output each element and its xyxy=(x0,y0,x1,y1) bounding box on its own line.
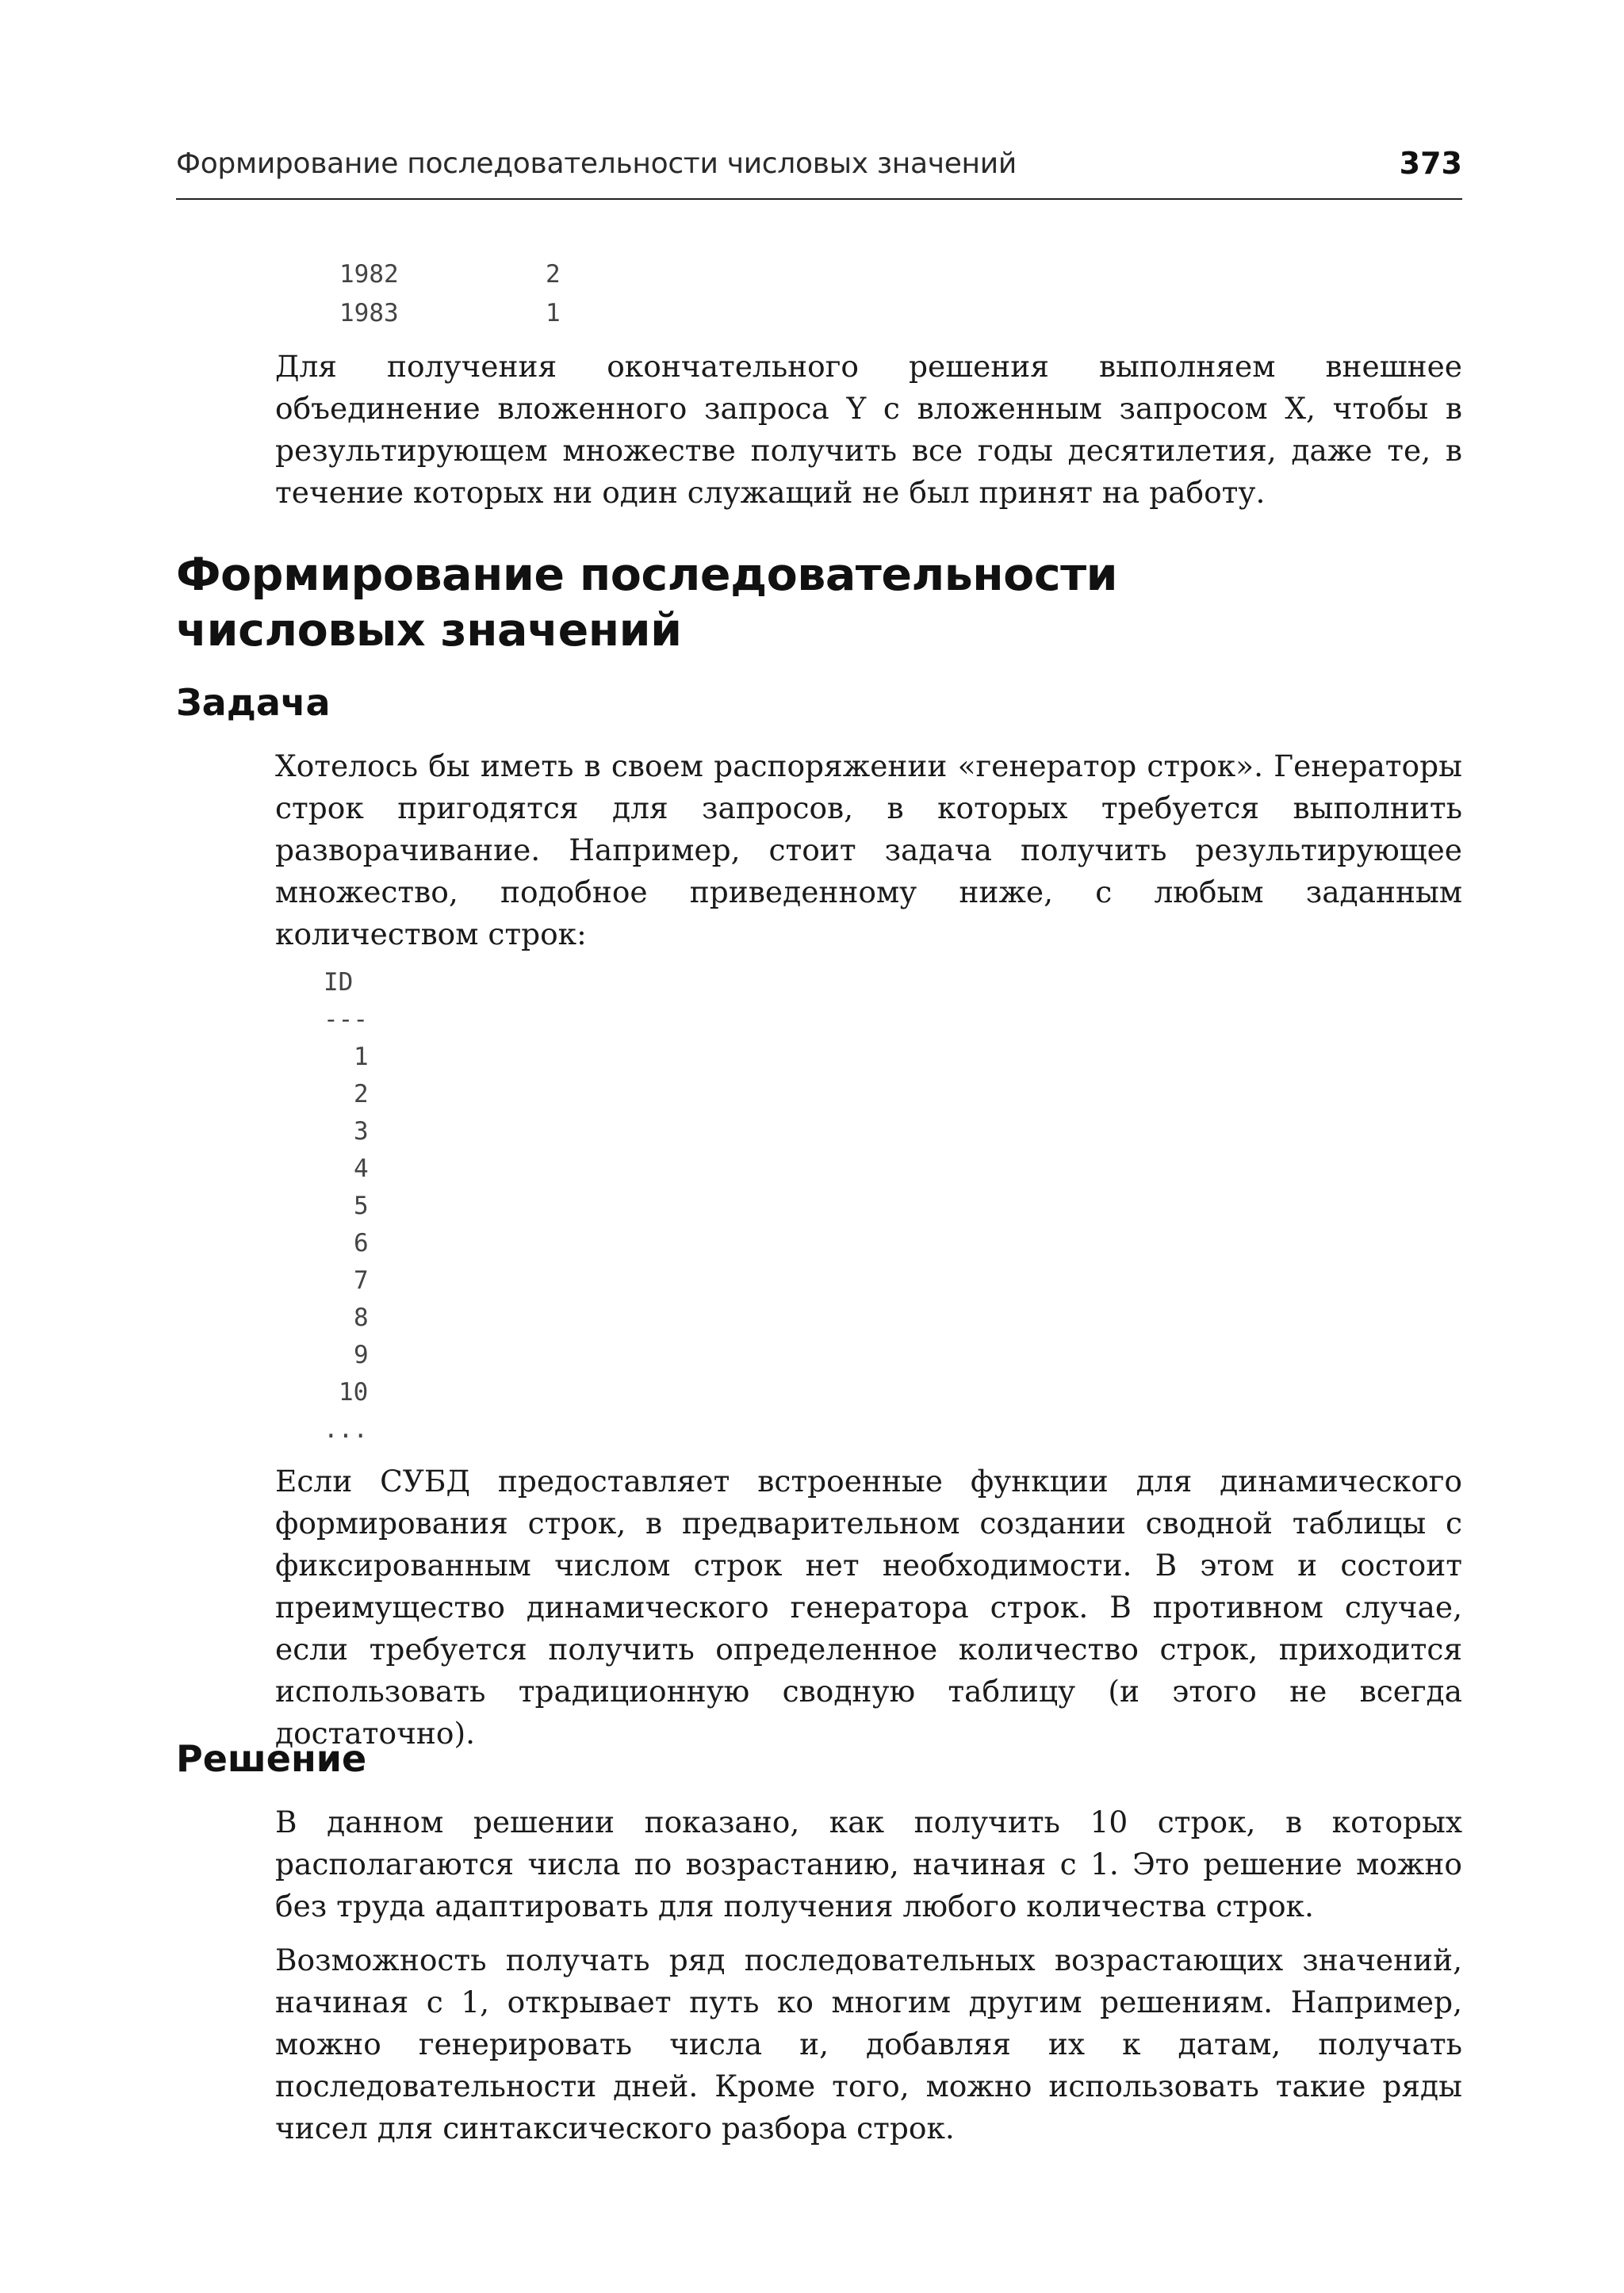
id-value: 1 xyxy=(354,1043,369,1071)
running-title: Формирование последовательности числовых значений xyxy=(176,147,1017,180)
id-value: 5 xyxy=(354,1192,369,1220)
section-title-line1: Формирование последовательности xyxy=(176,549,1118,601)
id-value: 2 xyxy=(354,1080,369,1108)
intro-paragraph: Для получения окончательного решения выполняем внешнее объединение вложенного запроса Y с вложенным запросом X, чтобы в результирующем множестве получить все годы десятилетия, даже те, в течение которых ни один служащий не был принят на работу. xyxy=(275,349,1462,510)
subsection-task-heading: Задача xyxy=(176,681,331,724)
id-value: 8 xyxy=(354,1303,369,1332)
id-column-header: ID xyxy=(324,968,354,997)
id-output-listing xyxy=(324,964,369,1449)
result-year: 1982 xyxy=(339,260,399,289)
id-value: 7 xyxy=(354,1266,369,1295)
id-value: 9 xyxy=(354,1341,369,1369)
section-title-line2: числовых значений xyxy=(176,604,682,657)
result-row xyxy=(339,294,561,333)
solution-paragraph-2: Возможность получать ряд последовательных возрастающих значений, начиная с 1, открывает путь ко многим другим решениям. Например, можно генерировать числа и, добавляя их к датам, получать последовательности дней. Кроме того, можно использовать такие ряды чисел для синтаксического разбора строк. xyxy=(275,1943,1462,2146)
id-separator: --- xyxy=(324,1005,368,1034)
running-header xyxy=(176,147,1462,200)
id-value: 4 xyxy=(354,1154,369,1183)
id-value: 6 xyxy=(354,1229,369,1258)
result-row xyxy=(339,255,561,294)
page-number: 373 xyxy=(1399,146,1462,181)
id-value: 10 xyxy=(339,1378,369,1407)
id-value: 3 xyxy=(354,1117,369,1146)
id-ellipsis: ... xyxy=(324,1415,368,1444)
dbms-paragraph: Если СУБД предоставляет встроенные функции для динамического формирования строк, в предварительном создании сводной таблицы с фиксированным числом строк нет необходимости. В этом и состоит преимущество динамического генератора строк. В противном случае, если требуется получить определенное количество строк, приходится использовать традиционную сводную таблицу (и этого не всегда достаточно). xyxy=(275,1464,1462,1751)
result-count: 2 xyxy=(546,260,561,289)
solution-paragraph-1: В данном решении показано, как получить 10 строк, в которых располагаются числа по возрастанию, начиная с 1. Это решение можно без труда адаптировать для получения любого количества строк. xyxy=(275,1805,1462,1924)
section-title xyxy=(176,547,1286,658)
result-year: 1983 xyxy=(339,299,399,327)
query-result-tail xyxy=(339,255,561,333)
task-paragraph: Хотелось бы иметь в своем распоряжении «генератор строк». Генераторы строк пригодятся для запросов, в которых требуется выполнить разворачивание. Например, стоит задача получить результирующее множество, подобное приведенному ниже, с любым заданным количеством строк: xyxy=(275,748,1462,951)
result-count: 1 xyxy=(546,299,561,327)
subsection-solution-heading: Решение xyxy=(176,1737,367,1780)
